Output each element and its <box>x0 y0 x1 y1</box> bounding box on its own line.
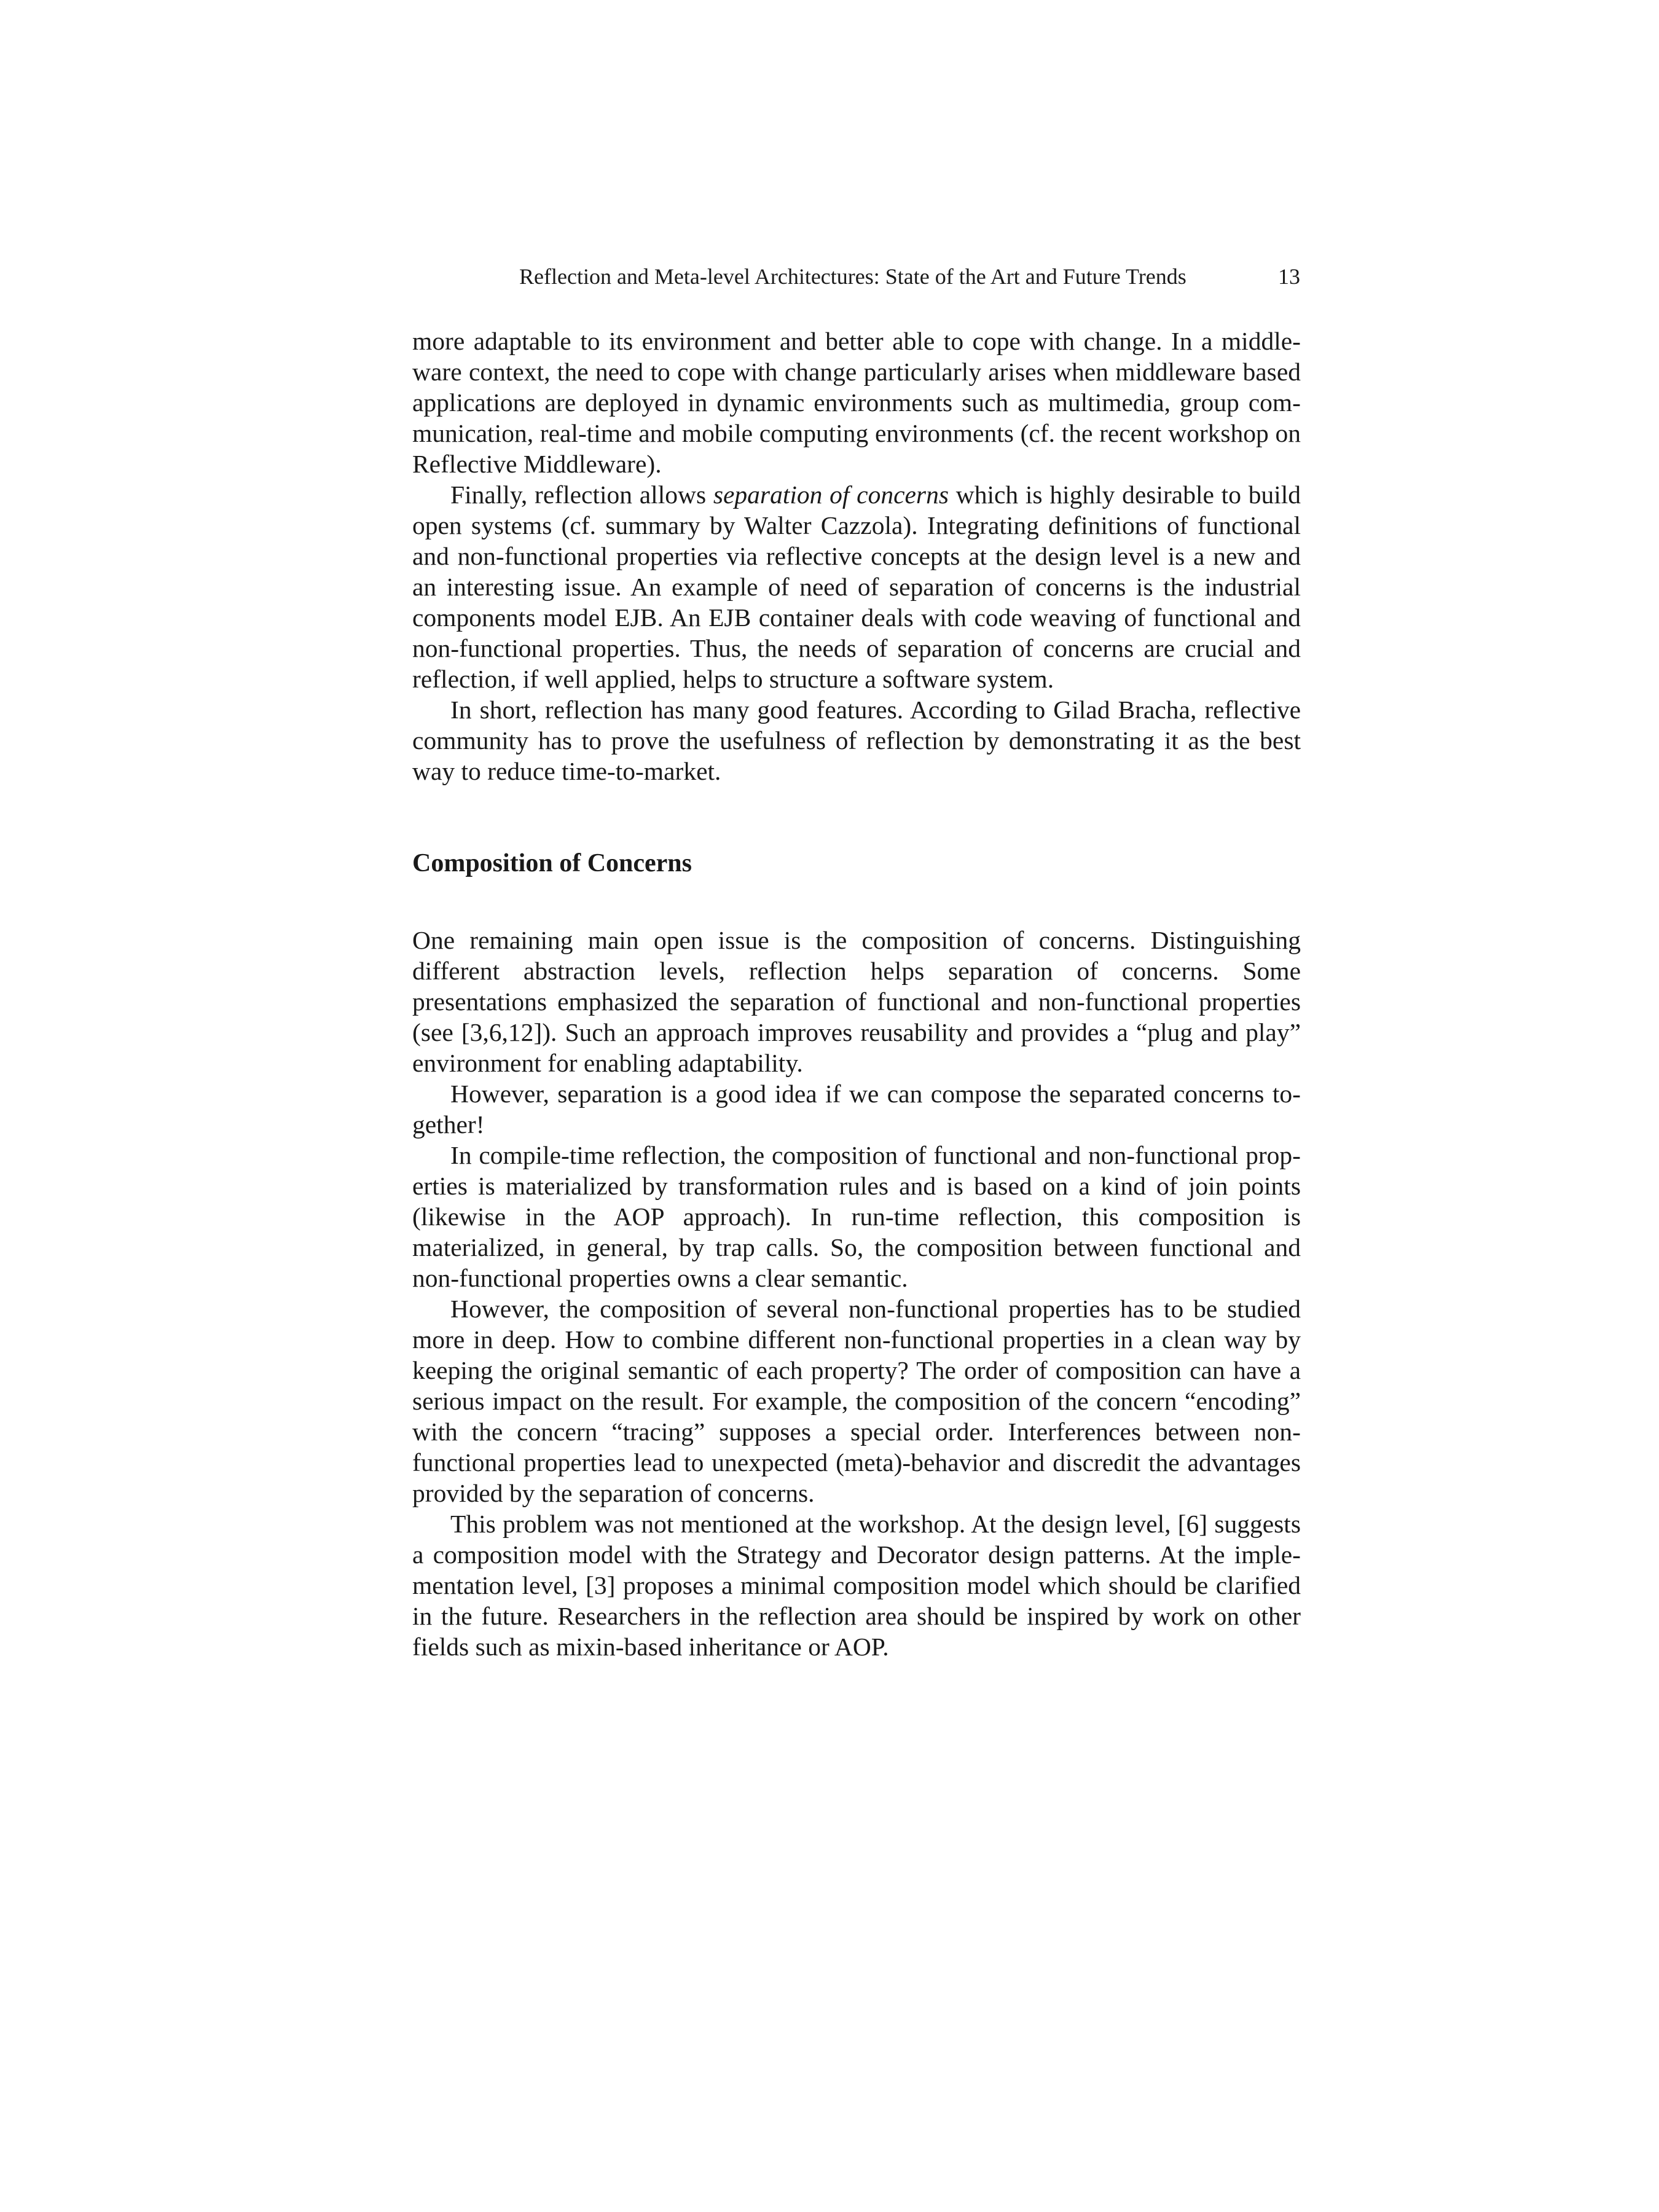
page-body <box>412 326 1301 1662</box>
running-title: Reflection and Meta-level Architectures: State of the Art and Future Trends <box>519 264 1186 289</box>
paragraph-text-after-emphasis: which is highly desirable to build open systems (cf. summary by Walter Cazzola). Integrating definitions of functional and non-functional properties via reflective concepts at the design level is a new and an interesting issue. An example of need of separation of concerns is the industrial components model EJB. An EJB container deals with code weaving of functional and non-functional properties. Thus, the needs of separation of concerns are crucial and reflection, if well applied, helps to structure a software system. <box>412 480 1301 693</box>
paragraph-compile-time-reflection: In compile-time reflection, the composition of functional and non-functional properties is materialized by transformation rules and is based on a kind of join points (likewise in the AOP approach). In run-time reflection, this composition is materialized, in general, by trap calls. So, the composition between functional and non-functional properties owns a clear semantic. <box>412 1141 1301 1292</box>
section-heading: Composition of Concerns <box>412 849 692 877</box>
paragraph-separation-good-idea: However, separation is a good idea if we can compose the separated concerns together! <box>412 1080 1301 1139</box>
section-spacer <box>412 786 1301 848</box>
paragraph-separation-of-concerns <box>412 479 1301 694</box>
paragraph-text-before-emphasis: Finally, reflection allows <box>450 480 713 509</box>
emphasis-separation-of-concerns: separation of concerns <box>713 480 949 509</box>
paragraph-non-functional-composition: However, the composition of several non-functional properties has to be studied more in deep. How to combine different non-functional properties in a clean way by keeping the original semantic of each property? The order of composition can have a serious impact on the result. For example, the composition of the concern “encoding” with the concern “tracing” supposes a special order. Interferences between nonfunctional properties lead to unexpected (meta)-behavior and discredit the advantages provided by the separation of concerns. <box>412 1295 1301 1507</box>
page-number: 13 <box>1278 264 1300 289</box>
paragraph-composition-open-issue: One remaining main open issue is the composition of concerns. Distinguishing different abstraction levels, reflection helps separation of concerns. Some presentations emphasized the separation of functional and non-functional properties (see [3,6,12]). Such an approach improves reusability and provides a “plug and play” environment for enabling adaptability. <box>412 926 1301 1077</box>
paragraph-good-features: In short, reflection has many good features. According to Gilad Bracha, reflective community has to prove the usefulness of reflection by demonstrating it as the best way to reduce time-to-market. <box>412 696 1301 785</box>
heading-spacer <box>412 879 1301 925</box>
paragraph-continued: more adaptable to its environment and better able to cope with change. In a middleware context, the need to cope with change particularly arises when middleware based applications are deployed in dynamic environments such as multimedia, group communication, real-time and mobile computing environments (cf. the recent workshop on Reflective Middleware). <box>412 327 1301 478</box>
paragraph-workshop-problem: This problem was not mentioned at the workshop. At the design level, [6] suggests a composition model with the Strategy and Decorator design patterns. At the implementation level, [3] proposes a minimal composition model which should be clarified in the future. Researchers in the reflection area should be inspired by work on other fields such as mixin-based inheritance or AOP. <box>412 1510 1301 1661</box>
